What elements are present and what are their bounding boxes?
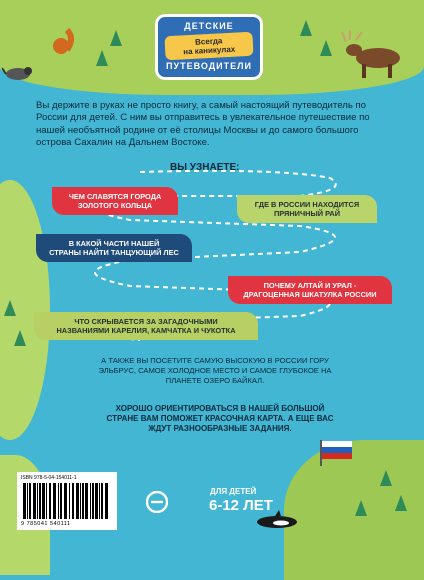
barcode-bar [49, 483, 51, 519]
barcode-bar [82, 483, 84, 519]
age-label: ДЛЯ ДЕТЕЙ [210, 487, 257, 496]
barcode-bar [101, 483, 103, 519]
topic-5-line2: НАЗВАНИЯМИ КАРЕЛИЯ, КАМЧАТКА И ЧУКОТКА [56, 326, 236, 335]
barcode-bar [72, 483, 74, 519]
barcode-bar [69, 483, 70, 519]
logo-bottom-text: ПУТЕВОДИТЕЛИ [166, 61, 252, 71]
barcode-bar [58, 483, 59, 519]
barcode-bar [29, 483, 31, 519]
age-value: 6-12 ЛЕТ [209, 497, 273, 514]
barcode-bar [46, 483, 47, 519]
barcode-bar [53, 483, 56, 519]
topic-4-line1: ПОЧЕМУ АЛТАЙ И УРАЛ - [263, 281, 357, 290]
isbn-text: ISBN 978-5-04-154011-1 [21, 475, 77, 481]
barcode-bar [33, 483, 36, 519]
topic-1-line1: ЧЕМ СЛАВЯТСЯ ГОРОДА [68, 192, 162, 201]
barcode-box [17, 472, 117, 530]
barcode-bar [39, 483, 41, 519]
topic-pill-4 [228, 276, 392, 304]
map-note-paragraph: ХОРОШО ОРИЕНТИРОВАТЬСЯ В НАШЕЙ БОЛЬШОЙ СТРАНЕ ВАМ ПОМОЖЕТ КРАСОЧНАЯ КАРТА. А ЕЩЕ ВАС ЖДУТ РАЗНООБРАЗНЫЕ ЗАДАНИЯ. [106, 404, 334, 433]
barcode-bar [27, 483, 28, 519]
barcode-bar [90, 483, 91, 519]
barcode-bar [23, 483, 26, 519]
barcode-bar [105, 483, 108, 519]
topic-1-line2: ЗОЛОТОГО КОЛЬЦА [77, 201, 153, 210]
barcode-bar [64, 483, 67, 519]
barcode-bar [99, 483, 100, 519]
barcode-bar [42, 483, 45, 519]
barcode-bar [92, 483, 94, 519]
barcode-bar [60, 483, 62, 519]
topic-5-line1: ЧТО СКРЫВАЕТСЯ ЗА ЗАГАДОЧНЫМИ [74, 317, 218, 326]
topic-4-line2: ДРАГОЦЕННАЯ ШКАТУЛКА РОССИИ [243, 290, 377, 299]
topic-3-line1: В КАКОЙ ЧАСТИ НАШЕЙ [68, 239, 160, 248]
topic-pill-5 [34, 312, 258, 340]
publisher-logo-icon [146, 491, 168, 513]
barcode-bar [37, 483, 38, 519]
logo-top-text: ДЕТСКИЕ [184, 21, 234, 31]
barcode-bar [80, 483, 81, 519]
barcode-bar [95, 483, 98, 519]
barcode-icon [23, 483, 111, 519]
topic-pill-1 [52, 187, 178, 215]
topic-2-line1: ГДЕ В РОССИИ НАХОДИТСЯ [254, 200, 360, 209]
barcode-number: 9 785041 540111 [21, 521, 71, 527]
barcode-bar [85, 483, 88, 519]
topic-3-line2: СТРАНЫ НАЙТИ ТАНЦУЮЩИЙ ЛЕС [49, 248, 179, 257]
intro-paragraph: Вы держите в руках не просто книгу, а самый настоящий путеводитель по России для детей. С ним вы отправитесь в увлекательное путешествие по нашей необъятной родине от её столицы Москвы и до самого большого острова Сахалин на Дальнем Востоке. [36, 100, 370, 149]
learn-heading: ВЫ УЗНАЕТЕ: [170, 162, 240, 173]
topic-pill-2 [237, 195, 377, 223]
extra-paragraph: А ТАКЖЕ ВЫ ПОСЕТИТЕ САМУЮ ВЫСОКУЮ В РОССИИ ГОРУ ЭЛЬБРУС, САМОЕ ХОЛОДНОЕ МЕСТО И САМОЕ ГЛУБОКОЕ НА ПЛАНЕТЕ ОЗЕРО БАЙКАЛ. [98, 356, 332, 385]
barcode-bar [76, 483, 79, 519]
topic-2-line2: ПРЯНИЧНЫЙ РАЙ [273, 209, 341, 218]
topic-pill-3 [36, 234, 192, 262]
logo-middle-line1: Всегда [194, 36, 223, 47]
logo-middle-line2: на каникулах [183, 44, 236, 57]
